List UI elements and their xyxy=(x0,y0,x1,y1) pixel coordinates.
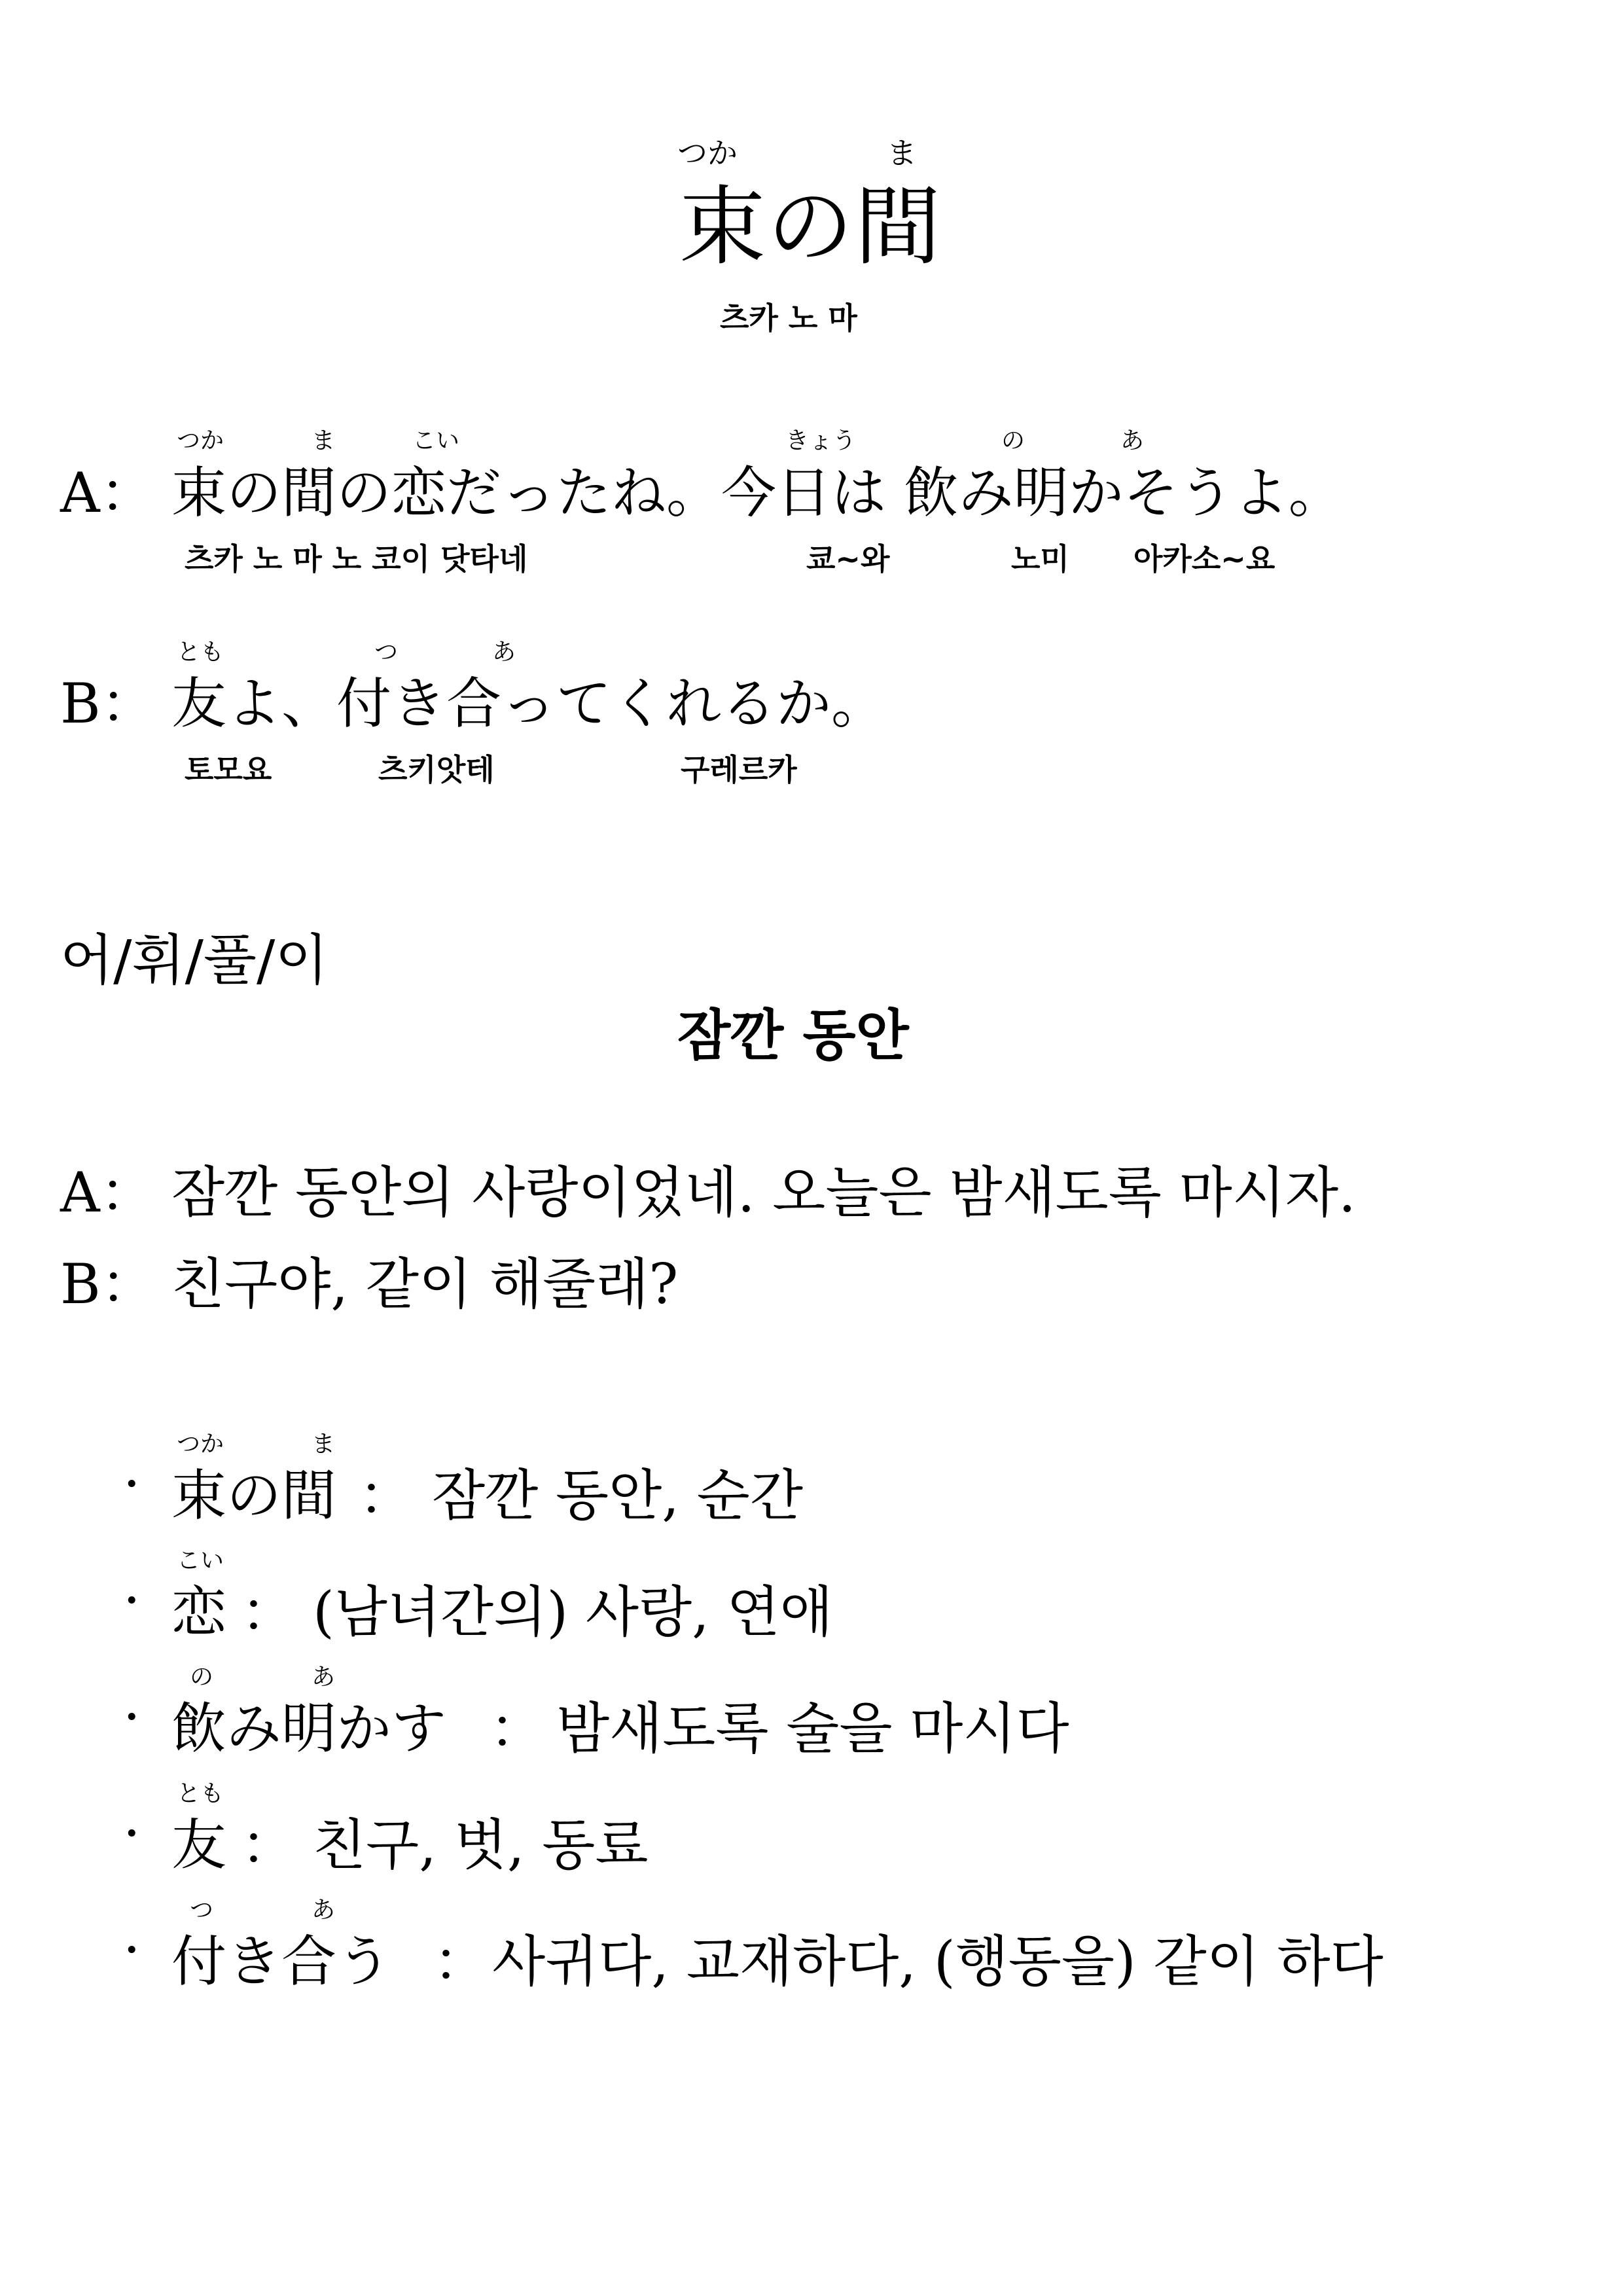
ruby-tsuka: つか xyxy=(177,427,224,454)
translation-speaker-b: B： xyxy=(60,1252,156,1316)
page-title: 束の間 xyxy=(679,177,942,278)
vocab-2-ruby-koi: こい xyxy=(177,1547,224,1574)
vocab-1-meaning: 잠깐 동안, 순간 xyxy=(432,1463,803,1528)
ruby-kyou: きょう xyxy=(785,427,857,454)
vocab-5-meaning: 사귀다, 교재하다, (행동을) 같이 하다 xyxy=(492,1929,1383,1994)
vocab-2-bullet: · xyxy=(123,1568,141,1632)
ruby-a2: あ xyxy=(492,639,516,666)
ruby-ma: ま xyxy=(312,427,336,454)
vocab-3-ruby-no: の xyxy=(190,1664,214,1691)
speaker-b: B： xyxy=(60,672,156,736)
vocab-3-sep: ： xyxy=(490,1696,545,1761)
vocab-1-word: 束の間 xyxy=(171,1463,337,1528)
dialogue-b-reading-1: 토모요 xyxy=(185,752,272,787)
dialogue-a-reading-1: 츠카 노 마 노 코이 닷타네 xyxy=(185,541,528,577)
vocab-3-word: 飲み明かす xyxy=(171,1696,447,1761)
vocab-4-word: 友 xyxy=(171,1813,227,1877)
title-reading: 츠카 노 마 xyxy=(720,300,857,336)
title-ruby-tsuka: つか xyxy=(677,135,738,171)
title-ruby-ma: ま xyxy=(887,135,917,171)
vocab-2-sep: ： xyxy=(241,1580,296,1644)
ruby-tomo: とも xyxy=(177,639,224,666)
vocab-2-word: 恋 xyxy=(171,1580,227,1644)
dialogue-a-text: 束の間の恋だったね。今日は 飲み明かそうよ。 xyxy=(171,461,1344,525)
ruby-no: の xyxy=(1001,427,1026,454)
vocab-5-ruby-tsu: つ xyxy=(190,1897,214,1924)
vocab-1-ruby-ma: ま xyxy=(312,1431,336,1458)
vocab-4-sep: ： xyxy=(241,1813,296,1877)
dialogue-a-reading-3: 노미 xyxy=(1011,541,1069,577)
vocab-1-ruby-tsuka: つか xyxy=(177,1431,224,1458)
vocab-4-bullet: · xyxy=(123,1801,141,1865)
vocab-1-bullet: · xyxy=(123,1452,141,1516)
translation-speaker-a: A： xyxy=(60,1160,155,1225)
vocab-heading: 어/휘/풀/이 xyxy=(60,928,329,992)
translation-line-b: 친구야, 같이 해줄래? xyxy=(171,1252,679,1316)
speaker-a: A： xyxy=(60,461,155,525)
ruby-a: あ xyxy=(1120,427,1145,454)
vocab-2-meaning: (남녀간의) 사랑, 연애 xyxy=(313,1580,833,1644)
vocab-3-bullet: · xyxy=(123,1685,141,1749)
dialogue-b-text: 友よ、付き合ってくれるか。 xyxy=(171,672,887,736)
vocab-5-sep: ： xyxy=(433,1929,489,1994)
translation-line-a: 잠깐 동안의 사랑이었네. 오늘은 밤새도록 마시자. xyxy=(171,1160,1356,1225)
dialogue-a-reading-4: 아카소~요 xyxy=(1133,541,1275,577)
dialogue-b-reading-3: 구레르카 xyxy=(681,752,797,787)
vocab-4-ruby-tomo: とも xyxy=(177,1780,224,1807)
vocab-5-word: 付き合う xyxy=(171,1929,392,1994)
vocab-1-sep: ： xyxy=(359,1463,414,1528)
vocab-3-ruby-a: あ xyxy=(312,1664,336,1691)
vocab-3-meaning: 밤새도록 술을 마시다 xyxy=(556,1696,1069,1761)
translation-title: 잠깐 동안 xyxy=(677,1003,909,1067)
vocab-5-bullet: · xyxy=(123,1918,141,1982)
ruby-koi: こい xyxy=(412,427,460,454)
dialogue-b-reading-2: 츠키앗테 xyxy=(378,752,495,787)
vocab-5-ruby-a: あ xyxy=(312,1897,336,1924)
ruby-tsu: つ xyxy=(374,639,399,666)
dialogue-a-reading-2: 쿄~와 xyxy=(806,541,890,577)
vocab-4-meaning: 친구, 벗, 동료 xyxy=(313,1813,649,1877)
